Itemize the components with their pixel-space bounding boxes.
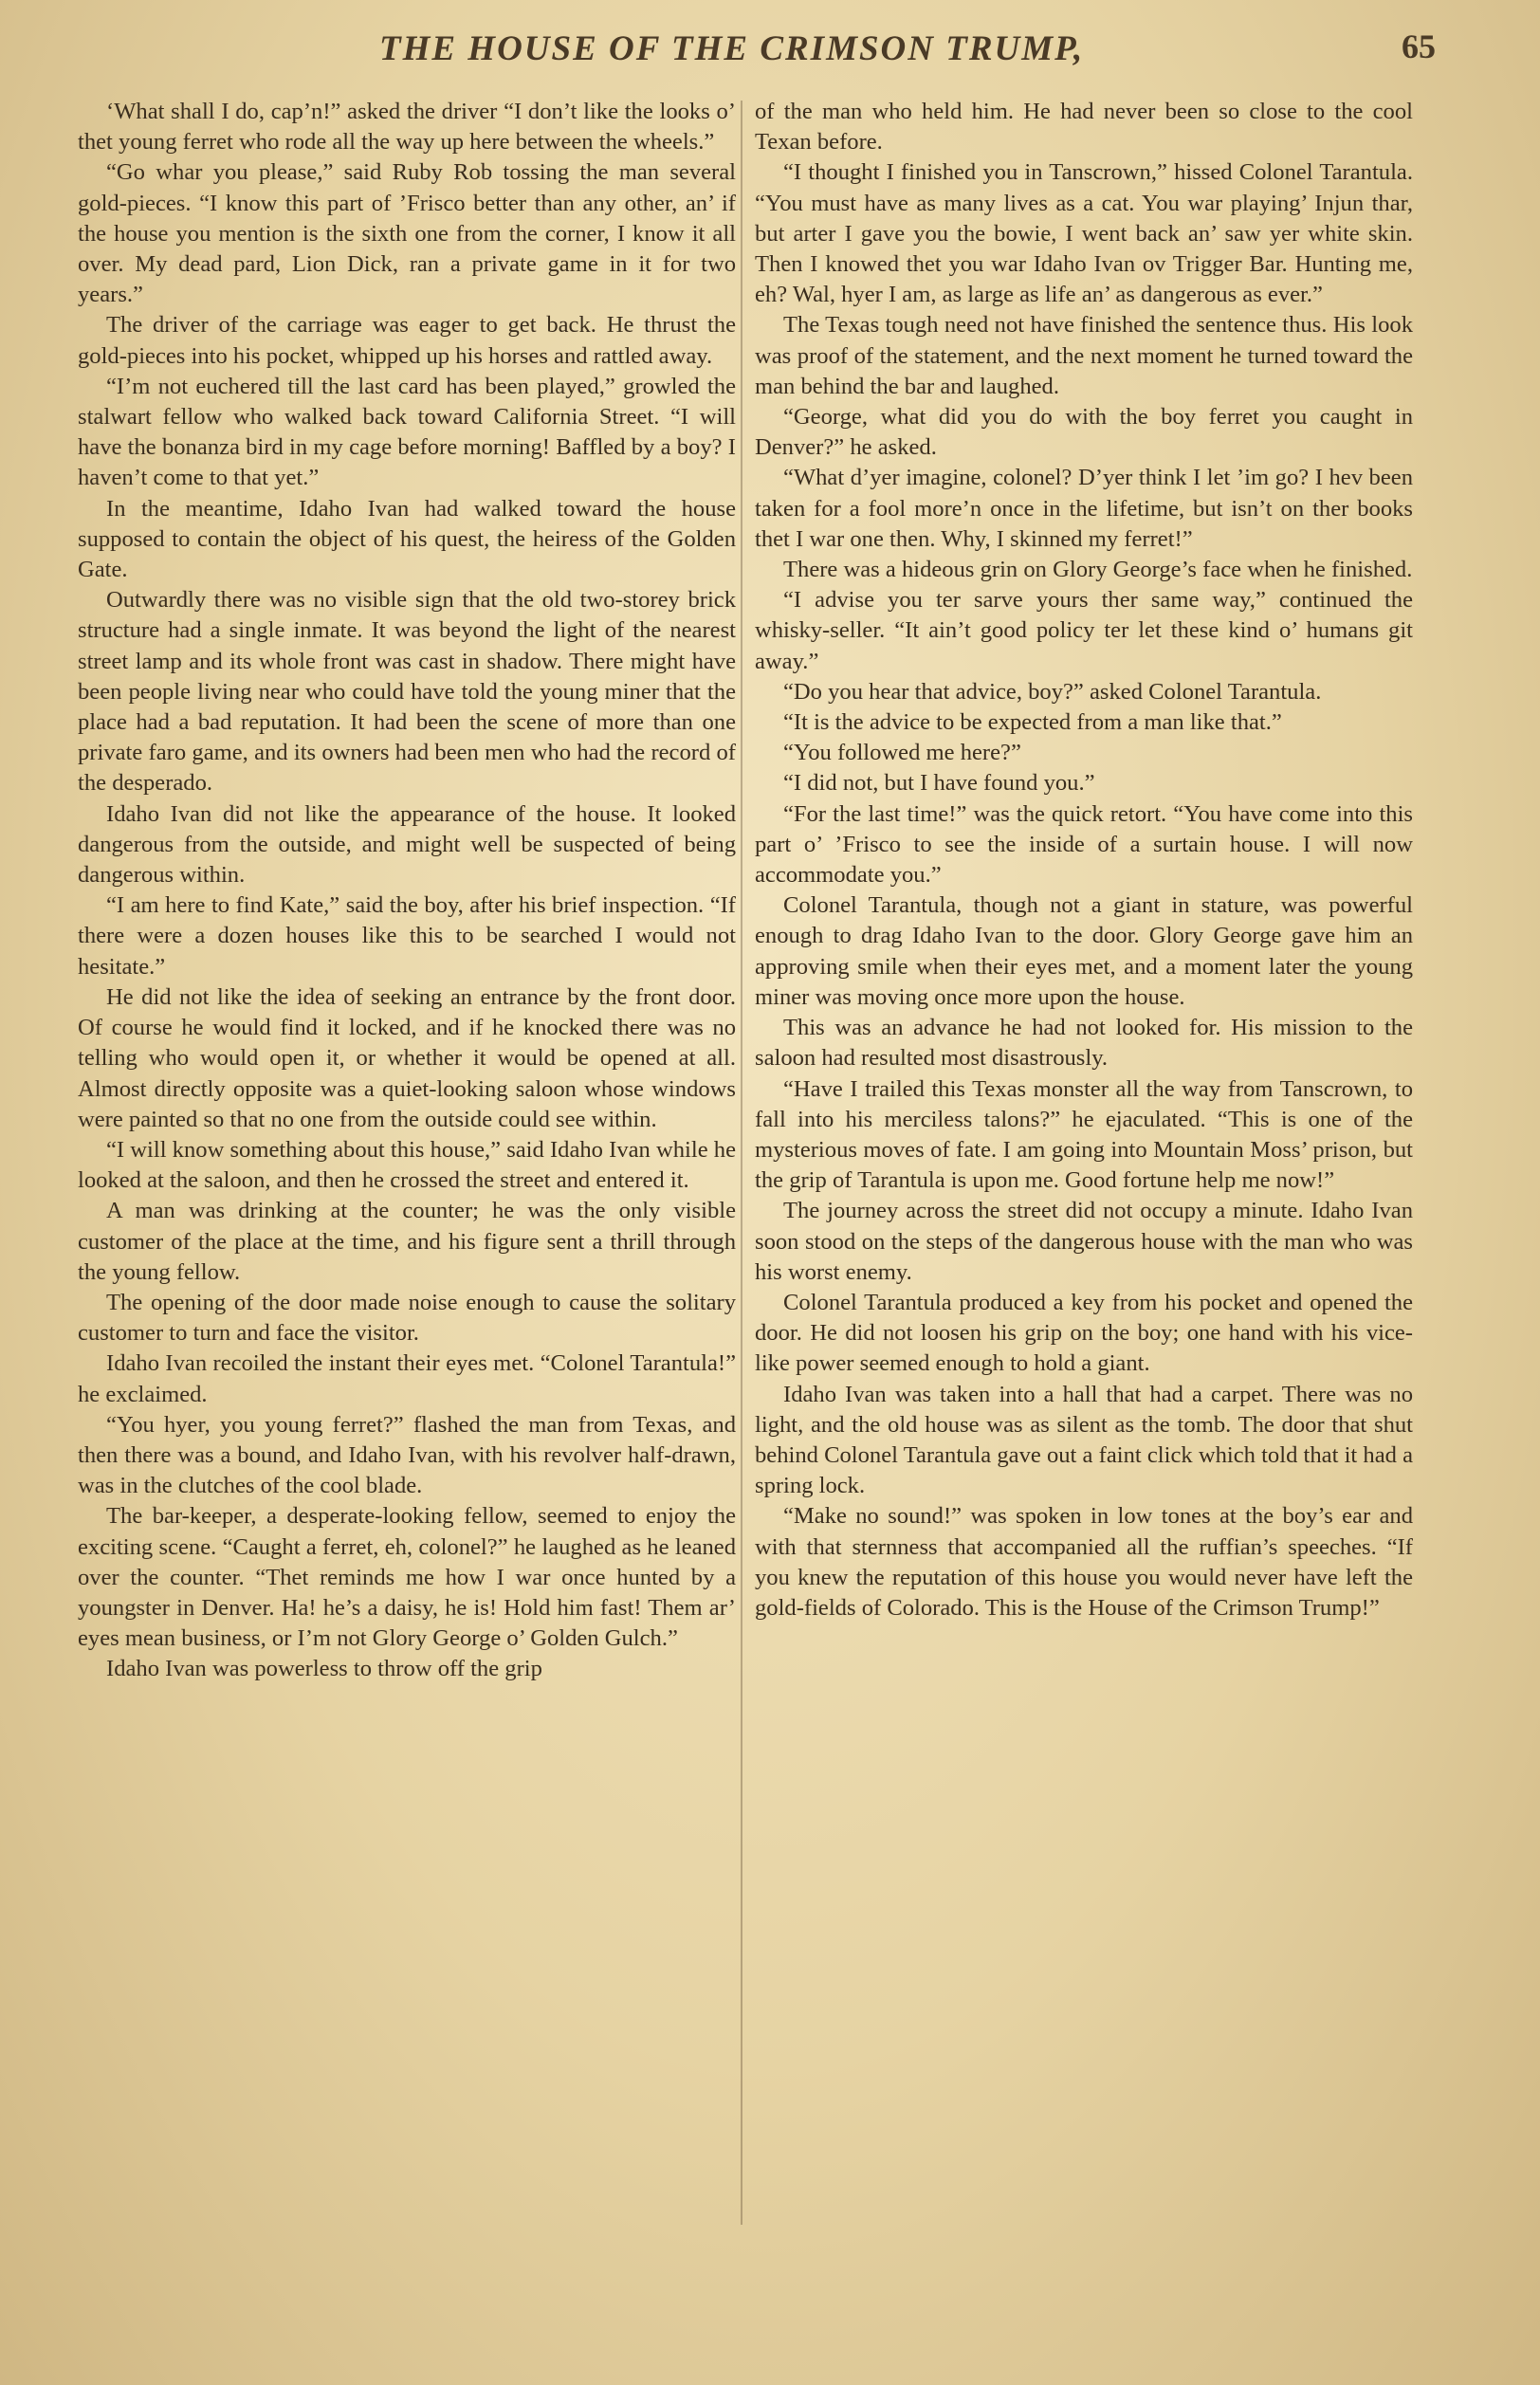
page-number: 65 <box>1402 28 1436 65</box>
paragraph: Idaho Ivan was taken into a hall that had a carpet. There was no light, and the old house was as silent as the tomb. The door that shut behind Colonel Tarantula gave out a faint click which told that it had a spring lock. <box>755 1381 1413 1499</box>
paragraph: “What d’yer imagine, colonel? D’yer think I let ’im go? I hev been taken for a fool more’n once in the lifetime, but isn’t on ther books thet I war one then. Why, I skinned my ferret!” <box>755 465 1413 552</box>
paragraph: “Go whar you please,” said Ruby Rob tossing the man several gold-pieces. “I know this part of ’Frisco better than any other, an’ if the house you mention is the sixth one from the corner, I know it all over. My dead pard, Lion Dick, ran a private game in it for two years.” <box>78 159 736 308</box>
paragraph: “Do you hear that advice, boy?” asked Colonel Tarantula. <box>783 678 1322 705</box>
paragraph: Idaho Ivan did not like the appearance of the house. It looked dangerous from the outside, and might well be suspected of being dangerous within. <box>78 800 736 889</box>
paragraph: He did not like the idea of seeking an entrance by the front door. Of course he would find it locked, and if he knocked there was no telling who would open it, or whether it would be opened at all. Almost directly opposite was a quiet-looking saloon whose windows were painted so that no one from the outside could see within. <box>78 983 736 1132</box>
left-column <box>78 97 736 1685</box>
paragraph: Idaho Ivan was powerless to throw off the grip <box>106 1656 542 1682</box>
paragraph: “For the last time!” was the quick retort. “You have come into this part o’ ’Frisco to see the inside of a surtain house. I will now accommodate you.” <box>755 800 1413 889</box>
paragraph: A man was drinking at the counter; he was the only visible customer of the place at the time, and his figure sent a thrill through the young fellow. <box>78 1198 736 1285</box>
paragraph: “It is the advice to be expected from a man like that.” <box>783 709 1282 736</box>
paragraph: of the man who held him. He had never been so close to the cool Texan before. <box>755 99 1413 156</box>
paragraph: The opening of the door made noise enough to cause the solitary customer to turn and face the visitor. <box>78 1289 736 1347</box>
column-divider <box>741 101 742 2225</box>
paragraph: The journey across the street did not occupy a minute. Idaho Ivan soon stood on the steps of the dangerous house with the man who was his worst enemy. <box>755 1198 1413 1285</box>
paragraph: The bar-keeper, a desperate-looking fellow, seemed to enjoy the exciting scene. “Caught a ferret, eh, colonel?” he laughed as he leaned over the counter. “Thet reminds me how I war once hunted by a youngster in Denver. Ha! he’s a daisy, he is! Hold him fast! Them ar’ eyes mean business, or I’m not Glory George o’ Golden Gulch.” <box>78 1503 736 1652</box>
paragraph: Colonel Tarantula, though not a giant in stature, was powerful enough to drag Idaho Ivan to the door. Glory George gave him an approving smile when their eyes met, and a moment later the young miner was moving once more upon the house. <box>755 892 1413 1010</box>
paragraph: “I did not, but I have found you.” <box>783 770 1095 797</box>
running-header-title: THE HOUSE OF THE CRIMSON TRUMP, <box>379 29 1085 68</box>
paragraph: The Texas tough need not have finished the sentence thus. His look was proof of the statement, and the next moment he turned toward the man behind the bar and laughed. <box>755 312 1413 399</box>
paragraph: There was a hideous grin on Glory George’s face when he finished. <box>783 557 1413 583</box>
paragraph: Outwardly there was no visible sign that the old two-storey brick structure had a single inmate. It was beyond the light of the nearest street lamp and its whole front was cast in shadow. There might have been people living near who could have told the young miner that the place had a bad reputation. It had been the scene of more than one private faro game, and its owners had been men who had the record of the desperado. <box>78 587 736 797</box>
paragraph: The driver of the carriage was eager to get back. He thrust the gold-pieces into his pocket, whipped up his horses and rattled away. <box>78 312 736 369</box>
paragraph: “I will know something about this house,” said Idaho Ivan while he looked at the saloon, and then he crossed the street and entered it. <box>78 1136 736 1194</box>
paragraph: “I advise you ter sarve yours ther same way,” continued the whisky-seller. “It ain’t good policy ter let these kind o’ humans git away.” <box>755 587 1413 674</box>
paragraph: Idaho Ivan recoiled the instant their eyes met. “Colonel Tarantula!” he exclaimed. <box>78 1350 736 1407</box>
right-column <box>755 97 1413 1624</box>
paragraph: “George, what did you do with the boy ferret you caught in Denver?” he asked. <box>755 404 1413 461</box>
paragraph: “Make no sound!” was spoken in low tones at the boy’s ear and with that sternness that accompanied all the ruffian’s speeches. “If you knew the reputation of this house you would never have left the gold-fields of Colorado. This is the House of the Crimson Trump!” <box>755 1503 1413 1621</box>
paragraph: This was an advance he had not looked for. His mission to the saloon had resulted most disastrously. <box>755 1015 1413 1072</box>
paragraph: “You followed me here?” <box>783 740 1021 766</box>
paragraph: “I’m not euchered till the last card has been played,” growled the stalwart fellow who walked back toward California Street. “I will have the bonanza bird in my cage before morning! Baffled by a boy? I haven’t come to that yet.” <box>78 373 736 491</box>
paragraph: “I thought I finished you in Tanscrown,” hissed Colonel Tarantula. “You must have as many lives as a cat. You war playing’ Injun thar, but arter I gave you the bowie, I went back an’ saw yer white skin. Then I knowed thet you war Idaho Ivan ov Trigger Bar. Hunting me, eh? Wal, hyer I am, as large as life an’ as dangerous as ever.” <box>755 159 1413 308</box>
paragraph: “I am here to find Kate,” said the boy, after his brief inspection. “If there were a dozen houses like this to be searched I would not hesitate.” <box>78 892 736 980</box>
paragraph: “You hyer, you young ferret?” flashed the man from Texas, and then there was a bound, and Idaho Ivan, with his revolver half-drawn, was in the clutches of the cool blade. <box>78 1411 736 1499</box>
paragraph: “Have I trailed this Texas monster all the way from Tanscrown, to fall into his merciless talons?” he ejaculated. “This is one of the mysterious moves of fate. I am going into Mountain Moss’ prison, but the grip of Tarantula is upon me. Good fortune help me now!” <box>755 1075 1413 1194</box>
paragraph: Colonel Tarantula produced a key from his pocket and opened the door. He did not loosen his grip on the boy; one hand with his vice-like power seemed enough to hold a giant. <box>755 1289 1413 1377</box>
paragraph: ‘What shall I do, cap’n!” asked the driver “I don’t like the looks o’ thet young ferret who rode all the way up here between the wheels.” <box>78 99 736 156</box>
paragraph: In the meantime, Idaho Ivan had walked toward the house supposed to contain the object of his quest, the heiress of the Golden Gate. <box>78 495 736 583</box>
